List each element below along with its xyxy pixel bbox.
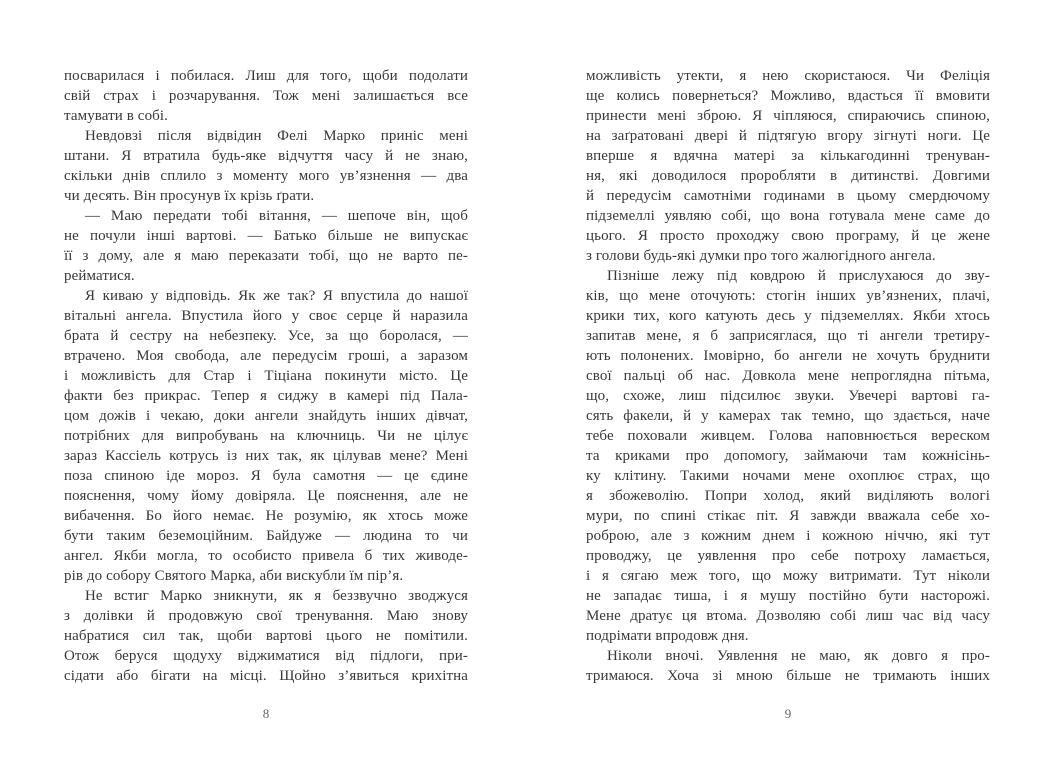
text-line: Невдовзі після відвідин Фелі Марко приніс мені — [85, 128, 468, 144]
text-line: запитав мене, я б заприсяглася, що ті ангели третиру- — [586, 328, 990, 344]
text-line: посварилася і побилася. Лиш для того, щоби подолати — [64, 68, 468, 84]
text-line: ків, що мене оточують: стогін інших ув’язнених, плачі, — [586, 288, 990, 304]
paragraph — [64, 286, 468, 586]
text-line: що, схоже, лиш підсилює звуки. Увечері вартові га- — [586, 388, 990, 404]
page-number-left: 8 — [262, 706, 270, 721]
text-line: Я киваю у відповідь. Як же так? Я впустила до нашої — [85, 288, 468, 304]
text-line: набратися сил так, щоби вартові цього не помітили. — [64, 628, 468, 644]
text-line: і можливість для Стар і Тіціана покинути місто. Це — [64, 368, 468, 384]
text-line: принести мені зброю. Я чіпляюся, спираючись спиною, — [586, 108, 990, 124]
text-line: ють полонених. Імовірно, бо ангели не хочуть бруднити — [586, 348, 990, 364]
text-line: можливість утекти, я нею скористаюся. Чи Феліція — [586, 68, 990, 84]
text-line: на заґратовані двері й підтягую вгору зігнуті ноги. Це — [586, 128, 990, 144]
text-line: свій страх і розчарування. Тож мені залишається все — [64, 88, 468, 104]
text-line: потрібних для випробувань на ключниць. Чи не цілує — [64, 428, 468, 444]
text-line: цього. Я просто проходжу свою програму, й це жене — [586, 228, 990, 244]
paragraph — [64, 66, 468, 126]
text-line: не почули інші вартові. — Батько більше не випускає — [64, 228, 468, 244]
text-line: Ніколи вночі. Уявлення не маю, як довго я про- — [607, 648, 990, 664]
text-line: та криками про допомогу, займаючи там кожнісінь- — [586, 448, 990, 464]
text-line: вітальні ангела. Впустила його у своє серце й наразила — [64, 308, 468, 324]
text-line: й передусім самотніми годинами в цьому смердючому — [586, 188, 990, 204]
paragraph — [64, 126, 468, 206]
text-line: тамувати в собі. — [64, 108, 169, 124]
text-line: зараз Кассіель котрусь із них так, як цілував мене? Мені — [64, 448, 468, 464]
paragraph — [586, 66, 990, 266]
text-line: брата й сестру на небезпеку. Усе, за що боролася, — — [64, 328, 468, 344]
text-line: Не встиг Марко зникнути, як я беззвучно зводжуся — [85, 588, 468, 604]
text-line: штани. Я втратила будь-яке відчуття часу й не знаю, — [64, 148, 468, 164]
text-line: Отож беруся щодуху віджиматися від підлоги, при- — [64, 648, 468, 664]
paragraph — [586, 646, 990, 686]
text-line: чи десять. Він просунув їх крізь ґрати. — [64, 188, 315, 204]
page-number-right: 9 — [784, 706, 792, 721]
text-line: пояснення, чому йому довіряла. Це пояснення, але не — [64, 488, 468, 504]
text-line: вибачення. Бо його немає. Не розумію, як хтось може — [64, 508, 468, 524]
text-line: з долівки й продовжую свої тренування. Маю знову — [64, 608, 468, 624]
book-page-right — [525, 0, 1050, 761]
text-line: тримаюся. Хоча зі мною більше не тримають інших — [586, 668, 990, 684]
text-line: подрімати впродовж дня. — [586, 628, 749, 644]
text-line: скільки днів сплило з моменту мого ув’язнення — два — [64, 168, 468, 184]
text-line: її з дому, але я маю переказати тобі, що не варто пе- — [64, 248, 468, 264]
text-line: рів до собору Святого Марка, аби вискубли їм пір’я. — [64, 568, 404, 584]
text-line: ще колись повернеться? Можливо, вдасться її вмовити — [586, 88, 990, 104]
text-line: рейматися. — [64, 268, 135, 284]
text-line: ня, які доводилося проробляти в дитинстві. Довгими — [586, 168, 990, 184]
text-line: свої пальці об нас. Довкола мене непроглядна пітьма, — [586, 368, 990, 384]
paragraph — [64, 206, 468, 286]
text-line: цом дожів і чекаю, доки ангели знайдуть інших дівчат, — [64, 408, 468, 424]
text-line: роброю, але з кожним днем і кожною ніччю, які тут — [586, 528, 990, 544]
text-line: факти без прикрас. Тепер я сиджу в камері під Пала- — [64, 388, 468, 404]
page-text-right — [586, 66, 990, 686]
text-line: з голови будь-які думки про того жалюгідного ангела. — [586, 248, 936, 264]
text-line: Пізніше лежу під ковдрою й прислухаюся до зву- — [607, 268, 990, 284]
text-line: поза спиною іде мороз. Я була самотня — це єдине — [64, 468, 468, 484]
text-line: проводжу, це уявлення про себе потроху ламається, — [586, 548, 990, 564]
text-line: Мене дратує ця втома. Дозволяю собі лиш час від часу — [586, 608, 990, 624]
text-line: сідати або бігати на місці. Щойно з’явиться крихітна — [64, 668, 468, 684]
text-line: вперше я вдячна матері за кількагодинні тренуван- — [586, 148, 990, 164]
text-line: і я сягаю меж того, що можу витримати. Тут ніколи — [586, 568, 990, 584]
paragraph — [586, 266, 990, 646]
text-line: підземеллі уявляю собі, що вона готувала мене саме до — [586, 208, 990, 224]
text-line: втрачено. Моя свобода, але передусім гроші, а заразом — [64, 348, 468, 364]
text-line: бути таким беземоційним. Байдуже — людина то чи — [64, 528, 468, 544]
page-text-left — [64, 66, 468, 686]
text-line: тебе поховали живцем. Голова наповнюється вереском — [586, 428, 990, 444]
paragraph — [64, 586, 468, 686]
text-line: я збожеволію. Попри холод, який виділяють вологі — [586, 488, 990, 504]
text-line: мури, по спині стікає піт. Я завжди вважала себе хо- — [586, 508, 990, 524]
text-line: ангел. Якби могла, то особисто привела б тих живоде- — [64, 548, 468, 564]
text-line: крики тих, кого катують десь у підземеллях. Якби хтось — [586, 308, 990, 324]
text-line: — Маю передати тобі вітання, — шепоче він, щоб — [85, 208, 468, 224]
text-line: ку клітину. Такими ночами мене охоплює страх, що — [586, 468, 990, 484]
text-line: не западає тиша, і я мушу постійно бути насторожі. — [586, 588, 990, 604]
text-line: сять факели, й у камерах так темно, що здається, наче — [586, 408, 990, 424]
